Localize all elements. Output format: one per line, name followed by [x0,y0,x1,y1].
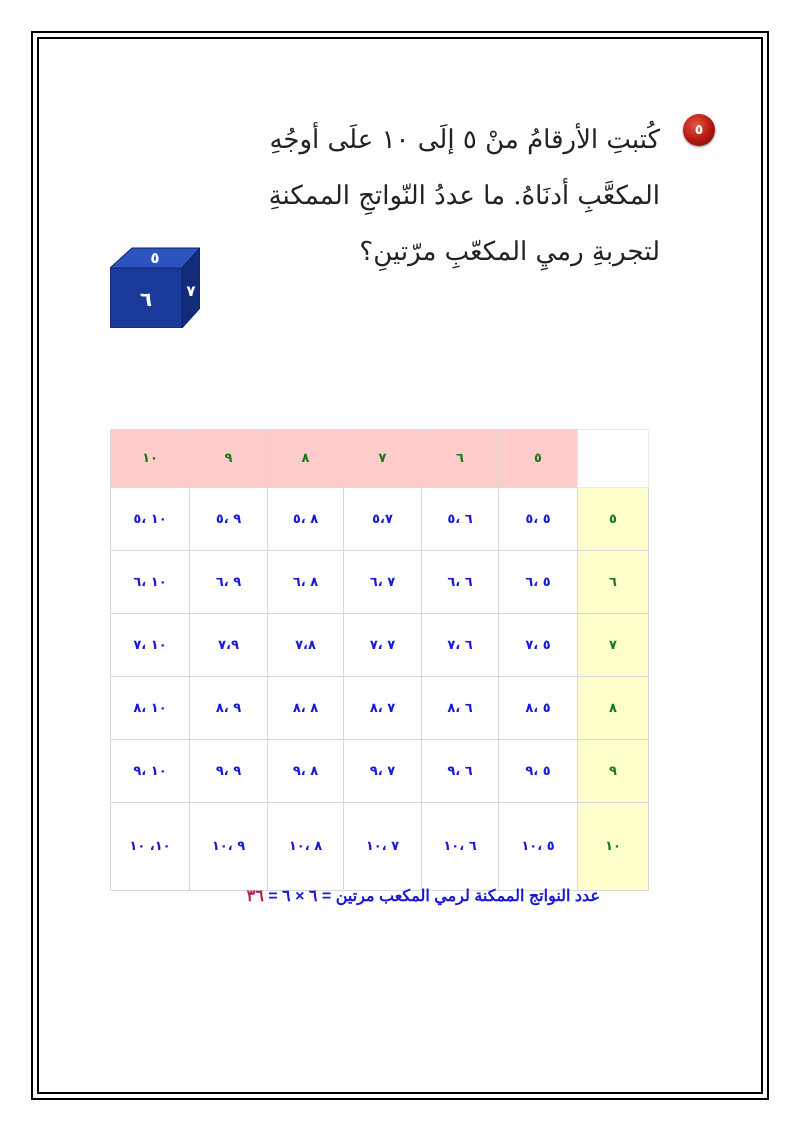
question-number-badge: ٥ [683,114,715,146]
table-row [111,614,649,677]
column-header: ٩ [190,430,268,488]
table-row [111,740,649,803]
answer-line [150,886,600,906]
row-header: ٩ [578,740,649,803]
outcome-cell: ٨ ،١٠ [268,803,344,891]
outcome-cell: ٩ ،١٠ [190,803,268,891]
row-header: ٥ [578,488,649,551]
column-header: ٦ [422,430,499,488]
table-row [111,803,649,891]
question-line: لتجربةِ رميِ المكعّبِ مرّتينِ؟ [359,237,660,267]
table-header-row [111,430,649,488]
outcome-cell: ٦ ،٥ [422,488,499,551]
outcome-cell: ٥ ،٩ [499,740,578,803]
outcome-cell: ٥،٧ [344,488,422,551]
outcome-cell: ٥ ،١٠ [499,803,578,891]
outcome-cell: ٩ ،٦ [190,551,268,614]
table-row [111,551,649,614]
answer-result: ٣٦ [246,888,264,905]
outcome-cell: ٧ ،٧ [344,614,422,677]
outcome-cell: ٧،٩ [190,614,268,677]
outcome-cell: ٧ ،٦ [344,551,422,614]
outcome-cell: ٧ ،١٠ [344,803,422,891]
table-row [111,677,649,740]
outcome-cell: ٥ ،٦ [499,551,578,614]
outcome-cell: ١٠ ،٨ [111,677,190,740]
column-header: ١٠ [111,430,190,488]
outcome-cell: ٦ ،٧ [422,614,499,677]
corner-cell [578,430,649,488]
outcome-cell: ٩ ،٩ [190,740,268,803]
cube-front-number: ٦ [139,287,153,311]
row-header: ٧ [578,614,649,677]
question-text [200,112,660,280]
outcome-cell: ٨ ،٥ [268,488,344,551]
outcome-cell: ٥ ،٥ [499,488,578,551]
answer-text: عدد النواتج الممكنة لرمي المكعب مرتين = ٦ × ٦ = [268,888,600,905]
cube-top-number: ٥ [150,249,160,267]
question-line: كُتبتِ الأرقامُ منْ ٥ إلَى ١٠ علَى أوجُهِ [269,125,660,155]
outcome-cell: ٧ ،٩ [344,740,422,803]
outcome-cell: ٨ ،٦ [268,551,344,614]
outcome-cell: ٨ ،٨ [268,677,344,740]
outcome-cell: ٥ ،٨ [499,677,578,740]
outcome-cell: ١٠ ،٦ [111,551,190,614]
row-header: ٨ [578,677,649,740]
outcome-cell: ٦ ،٩ [422,740,499,803]
outcome-cell: ٦ ،١٠ [422,803,499,891]
outcome-cell: ٦ ،٦ [422,551,499,614]
outcome-cell: ٦ ،٨ [422,677,499,740]
outcome-cell: ١٠ ،٩ [111,740,190,803]
cube-side-number: ٧ [186,282,196,300]
row-header: ١٠ [578,803,649,891]
column-header: ٥ [499,430,578,488]
column-header: ٨ [268,430,344,488]
row-header: ٦ [578,551,649,614]
outcome-cell: ٥ ،٧ [499,614,578,677]
outcomes-table [110,429,649,891]
number-cube-image [110,246,200,328]
question-line: المكعَّبِ أدنَاهُ. ما عددُ النّواتجِ الممكنةِ [268,181,660,211]
column-header: ٧ [344,430,422,488]
table-row [111,488,649,551]
outcome-cell: ٧،٨ [268,614,344,677]
outcome-cell: ١٠ ،٥ [111,488,190,551]
outcome-cell: ٩ ،٥ [190,488,268,551]
outcome-cell: ١٠، ١٠ [111,803,190,891]
outcome-cell: ٩ ،٨ [190,677,268,740]
outcome-cell: ١٠ ،٧ [111,614,190,677]
outcome-cell: ٧ ،٨ [344,677,422,740]
outcome-cell: ٨ ،٩ [268,740,344,803]
